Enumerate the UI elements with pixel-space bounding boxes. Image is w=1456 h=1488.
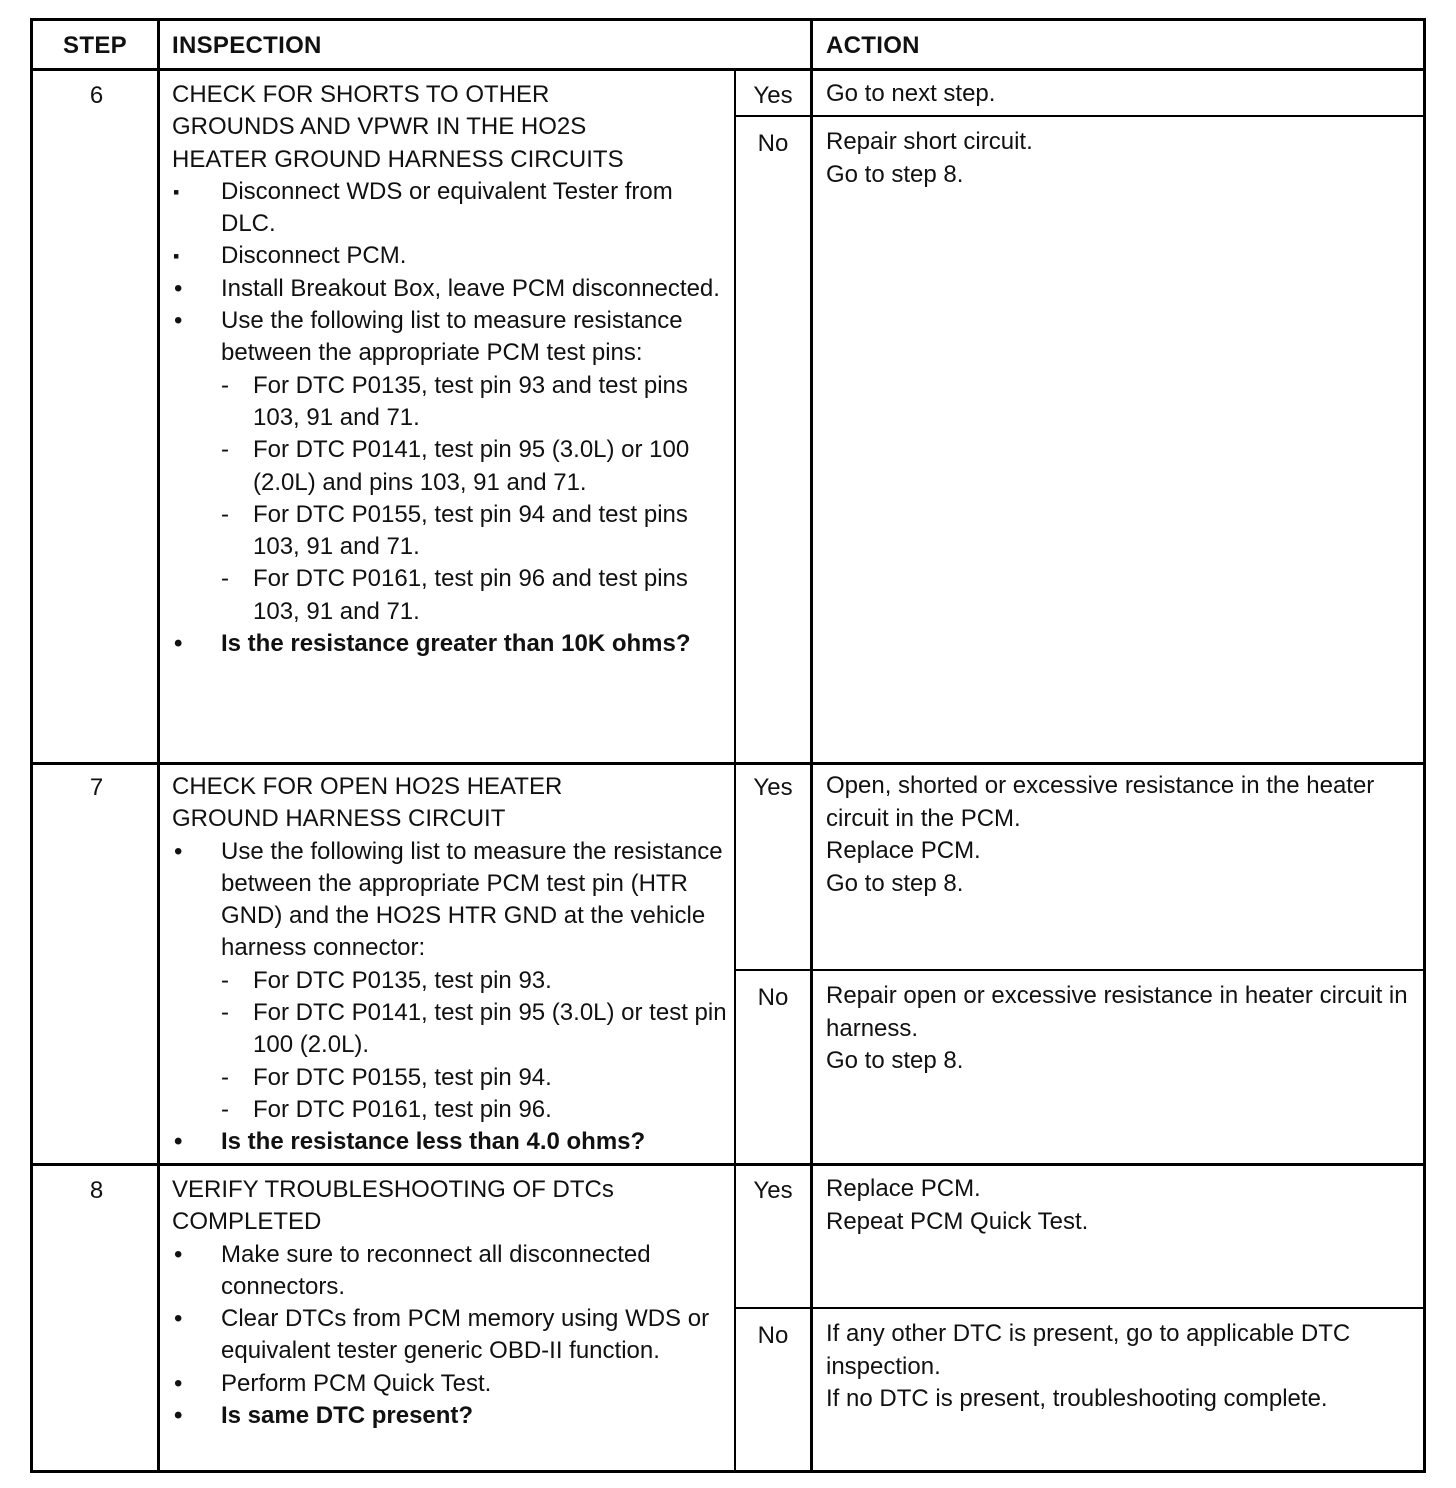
action-line: Go to step 8. bbox=[826, 869, 964, 897]
step-title-line: CHECK FOR OPEN HO2S HEATER bbox=[172, 773, 563, 800]
yes-label: Yes bbox=[753, 82, 793, 109]
step7-yes-no-divider bbox=[736, 969, 1426, 971]
no-label: No bbox=[757, 130, 789, 157]
inspection-dash-item: - For DTC P0141, test pin 95 (3.0L) or 100 (2.0L) and pins 103, 91 and 71. bbox=[172, 434, 727, 499]
yes-no-column-rule bbox=[734, 68, 736, 1473]
inspection-dash-item: - For DTC P0161, test pin 96 and test pins 103, 91 and 71. bbox=[172, 563, 727, 628]
action-line: Go to next step. bbox=[826, 80, 996, 107]
action-line: Open, shorted or excessive resistance in the heater circuit in the PCM. bbox=[826, 772, 1375, 832]
header-bottom-rule bbox=[30, 68, 1426, 71]
step6-no-action bbox=[826, 126, 1416, 191]
inspection-dash-item: - For DTC P0155, test pin 94 and test pins 103, 91 and 71. bbox=[172, 499, 727, 564]
inspection-question: • Is the resistance greater than 10K ohms? bbox=[172, 628, 727, 660]
action-line: Go to step 8. bbox=[826, 160, 964, 188]
step7-bottom-rule bbox=[30, 1163, 1426, 1166]
step-number: 7 bbox=[89, 774, 104, 801]
action-line: Replace PCM. bbox=[826, 837, 981, 864]
action-line: Repeat PCM Quick Test. bbox=[826, 1207, 1089, 1235]
step-number: 8 bbox=[89, 1177, 104, 1204]
action-line: Repair short circuit. bbox=[826, 128, 1033, 155]
inspection-dash-item: - For DTC P0161, test pin 96. bbox=[172, 1094, 727, 1126]
step-number: 6 bbox=[89, 82, 104, 109]
step7-inspection bbox=[172, 771, 727, 1159]
step8-yes-action bbox=[826, 1173, 1416, 1238]
inspection-bullet: • Install Breakout Box, leave PCM disconnected. bbox=[172, 273, 727, 305]
step-title-line: VERIFY TROUBLESHOOTING OF DTCs bbox=[172, 1176, 614, 1203]
inspection-bullet: ▪ Disconnect WDS or equivalent Tester from DLC. bbox=[172, 176, 727, 241]
action-line: Replace PCM. bbox=[826, 1175, 981, 1202]
inspection-bullet: • Use the following list to measure the resistance between the appropriate PCM test pin (HTR GND) and the HO2S HTR GND at the vehicle harness connector: bbox=[172, 836, 727, 965]
step7-no-action bbox=[826, 980, 1416, 1078]
action-line: If no DTC is present, troubleshooting complete. bbox=[826, 1385, 1328, 1412]
action-column-rule bbox=[810, 18, 813, 1473]
step-column-rule bbox=[157, 18, 160, 1473]
inspection-dash-item: - For DTC P0135, test pin 93 and test pins 103, 91 and 71. bbox=[172, 370, 727, 435]
step-title-line: GROUNDS AND VPWR IN THE HO2S bbox=[172, 113, 587, 141]
inspection-bullet: • Perform PCM Quick Test. bbox=[172, 1368, 727, 1400]
step-title-line: COMPLETED bbox=[172, 1208, 322, 1236]
yes-label: Yes bbox=[753, 1177, 793, 1204]
inspection-dash-item: - For DTC P0141, test pin 95 (3.0L) or test pin 100 (2.0L). bbox=[172, 997, 727, 1062]
yes-label: Yes bbox=[753, 774, 793, 801]
action-line: If any other DTC is present, go to applicable DTC inspection. bbox=[826, 1320, 1351, 1380]
inspection-dash-item: - For DTC P0155, test pin 94. bbox=[172, 1062, 727, 1094]
step-title-line: CHECK FOR SHORTS TO OTHER bbox=[172, 81, 550, 108]
step7-yes-action bbox=[826, 770, 1416, 900]
inspection-bullet: • Clear DTCs from PCM memory using WDS or equivalent tester generic OBD-II function. bbox=[172, 1303, 727, 1368]
step6-yes-no-divider bbox=[736, 115, 1426, 117]
header-action: ACTION bbox=[826, 32, 920, 59]
step6-yes-action bbox=[826, 78, 1416, 111]
header-step: STEP bbox=[63, 32, 127, 59]
step6-bottom-rule bbox=[30, 762, 1426, 765]
inspection-dash-item: - For DTC P0135, test pin 93. bbox=[172, 965, 727, 997]
step8-inspection bbox=[172, 1174, 727, 1432]
action-line: Go to step 8. bbox=[826, 1047, 964, 1074]
step-title-line: HEATER GROUND HARNESS CIRCUITS bbox=[172, 145, 624, 173]
inspection-bullet: • Make sure to reconnect all disconnected connectors. bbox=[172, 1239, 727, 1304]
inspection-question: • Is same DTC present? bbox=[172, 1400, 727, 1432]
header-inspection: INSPECTION bbox=[172, 32, 322, 59]
inspection-question: • Is the resistance less than 4.0 ohms? bbox=[172, 1126, 727, 1158]
step8-no-action bbox=[826, 1318, 1416, 1416]
inspection-bullet: ▪ Disconnect PCM. bbox=[172, 240, 727, 272]
inspection-bullet: • Use the following list to measure resistance between the appropriate PCM test pins: bbox=[172, 305, 727, 370]
action-line: Repair open or excessive resistance in heater circuit in harness. bbox=[826, 982, 1408, 1042]
no-label: No bbox=[757, 984, 789, 1011]
step6-inspection bbox=[172, 79, 727, 660]
no-label: No bbox=[757, 1322, 789, 1349]
step-title-line: GROUND HARNESS CIRCUIT bbox=[172, 805, 506, 833]
step8-yes-no-divider bbox=[736, 1307, 1426, 1309]
